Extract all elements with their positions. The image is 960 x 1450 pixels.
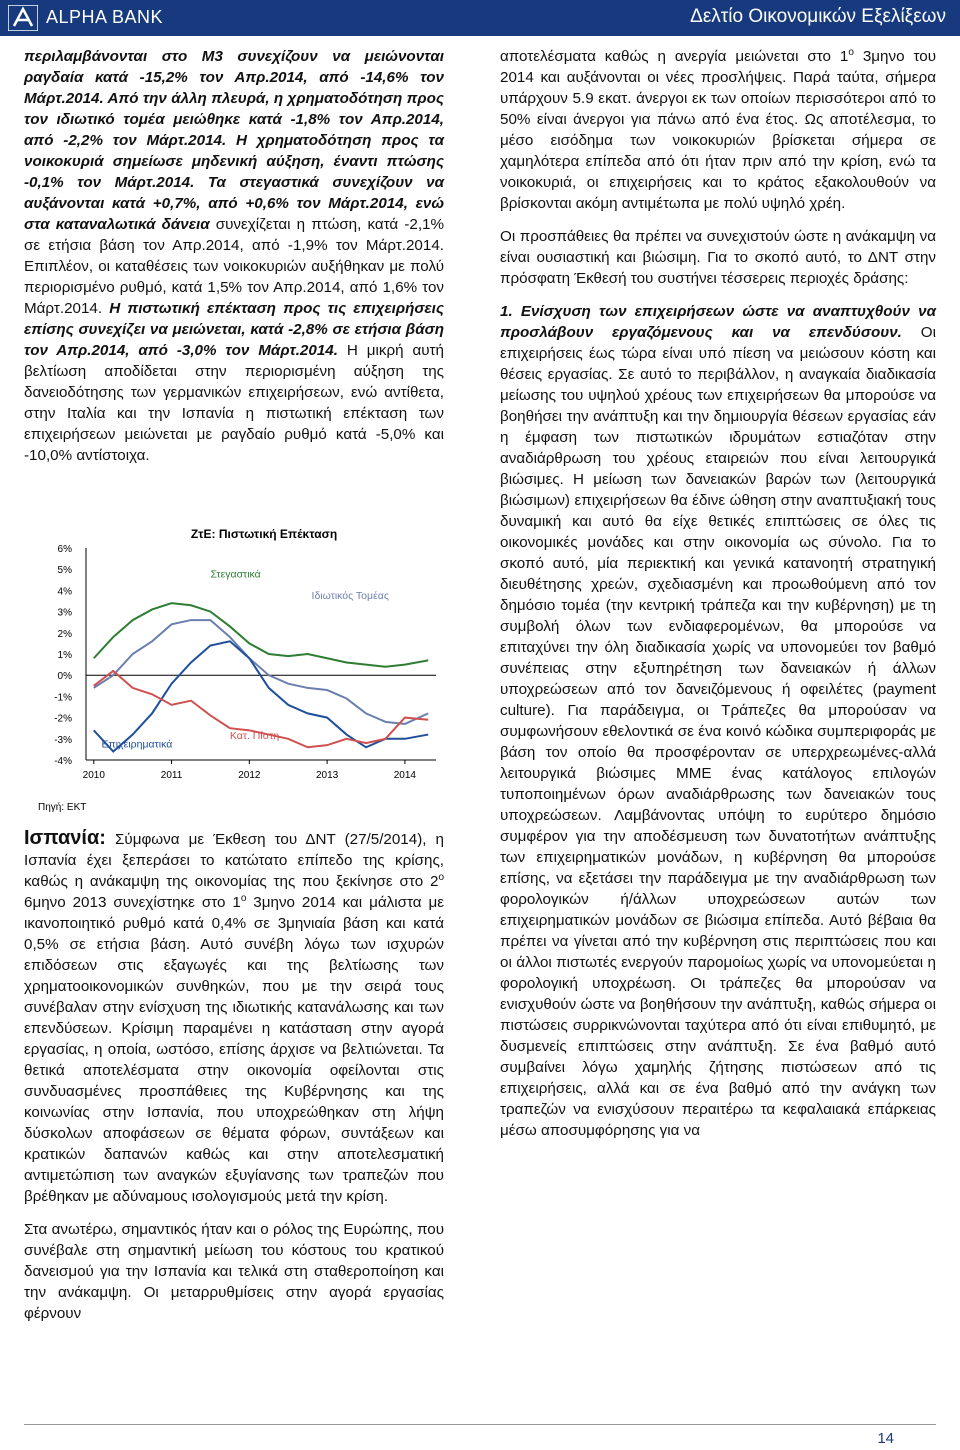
text-segment: 3μηνο 2014 και μάλιστα με ικανοποιητικό ρυθμό κατά 0,4% σε 3μηνιαία βάση και κατά 0,5% σε ετήσια βάση. Αυτό συνέβη λόγω των ισχυρών επιδόσεων στις εξαγωγές και της βελτίωσης των χρηματοοικονομικών συνθηκών, που με την σειρά τους συνέβαλαν στην ενίσχυση της ιδιωτικής κατανάλωσης και των επενδύσεων. Κρίσιμη παραμένει η κατάσταση στην αγορά εργασίας, η οποία, ωστόσο, επίσης άρχισε να βελτιώνεται. Τα θετικά αποτελέσματα στην οικονομία οφείλονται στις συνδυασμένες προσπάθειες της Κυβέρνησης και της κοινωνίας στην Ισπανία, που υποχρεώθηκαν στη λήψη δύσκολων αποφάσεων σε θέματα φόρων, συντάξεων και κρατικών δαπανών καθώς και στην αποτελεσματική αντιμετώπιση των αναγκών εξυγίανσης των τραπεζών που βρέθηκαν με αδύναμους ισολογισμούς μετά την κρίση. <box>24 894 444 1205</box>
series-label: Στεγαστικά <box>210 568 261 581</box>
document-title: Δελτίο Οικονομικών Εξελίξεων <box>690 6 946 27</box>
y-tick-label: 4% <box>57 586 72 598</box>
y-axis <box>54 544 86 767</box>
superscript: ο <box>240 892 247 904</box>
x-tick-label: 2010 <box>82 770 105 781</box>
x-tick-label: 2011 <box>160 770 183 781</box>
x-axis <box>83 675 436 781</box>
right-column <box>500 46 936 1153</box>
series-label: Επιχειρηματικά <box>101 738 173 751</box>
series-line <box>94 603 428 667</box>
y-tick-label: 0% <box>57 671 72 683</box>
y-tick-label: -4% <box>54 756 72 767</box>
text-segment: Η μικρή αυτή βελτίωση αποδίδεται στην περιορισμένη αύξηση της δανειοδότησης των γερμανικών επιχειρήσεων, ενώ αντίθετα, στην Ιταλία και την Ισπανία η πιστωτική επέκταση των επιχειρήσεων μειώνεται με ραγδαίο ρυθμό κατά -5,0% και -10,0% αντίστοιχα. <box>24 342 444 464</box>
chart-source: Πηγή: ΕΚΤ <box>38 802 87 813</box>
text-segment: περιλαμβάνονται στο Μ3 συνεχίζουν να μειώνονται ραγδαία κατά -15,2% τον Απρ.2014, από -14,6% τον Μάρτ.2014. Από την άλλη πλευρά, η χρηματοδότηση προς τον ιδιωτικό τομέα μειώθηκε κατά -1,8% τον Απρ.2014, από -2,2% τον Μάρτ.2014. <box>24 48 444 149</box>
right-paragraph-1 <box>500 46 936 214</box>
spain-section <box>24 828 444 1336</box>
left-column <box>24 46 444 478</box>
y-tick-label: 1% <box>57 650 72 661</box>
credit-expansion-chart <box>24 520 444 820</box>
series-line <box>94 620 428 724</box>
x-tick-label: 2012 <box>238 770 261 781</box>
footer-divider <box>24 1424 936 1425</box>
text-segment: Η πιστωτική επέκταση προς τις επιχειρήσεις επίσης συνεχίζει να μειώνεται, κατά -2,8% σε ετήσια βάση τον Απρ.2014, από -3,0% τον Μάρτ.2014. <box>24 300 444 359</box>
text-segment: Η χρηματοδότηση προς τα νοικοκυριά σημείωσε μηδενική αύξηση, έναντι πτώσης -0,1% τον Μάρτ.2014. Τα στεγαστικά συνεχίζουν να αυξάνονται κατά +0,7%, από +0,6% τον Μάρτ.2014, ενώ στα καταναλωτικά δάνεια <box>24 132 444 233</box>
y-tick-label: -1% <box>54 692 72 704</box>
text-segment: 6μηνο 2013 συνεχίστηκε στο 1 <box>24 894 241 911</box>
x-tick-label: 2013 <box>315 770 339 781</box>
y-tick-label: 2% <box>57 628 72 640</box>
text-segment: Οι επιχειρήσεις έως τώρα είναι υπό πίεση να μειώσουν κόστη και θέσεις εργασίας. Σε αυτό το περιβάλλον, η αναγκαία διαδικασία μείωσης του υψηλού χρέους των επιχειρήσεων θα μπορούσε να βοηθήσει την ανάπτυξη και την δημιουργία θέσεων εργασίας εάν η έμφαση των πιστωτικών ιδρυμάτων εστιαζόταν στην αναδιάρθρωση του χρέους εταιρειών που είναι λειτουργικά βιώσιμες. Η μείωση των δανειακών βαρών των (λειτουργικά βιώσιμων) επιχειρήσεων θα έδινε ώθηση στην αναπτυξιακή τους δυναμική και αυτό θα είχε θετικές επιπτώσεις σε όλες τις οικονομικές μονάδες και στην οικονομία ως σύνολο. Για το σκοπό αυτό, μία περιεκτική και γενικά κατανοητή στρατηγική διευθέτησης χρεών, σχεδιασμένη και προωθούμενη από τον δημόσιο τομέα (την κεντρική τράπεζα και την κυβέρνηση) με τη συμβολή όλων των ενδιαφερομένων, θα μπορούσε να επιταχύνει την όλη διαδικασία χωρίς να υπονομεύει τον βαθμό συνέπειας στην εξυπηρέτηση των δανειακών ή άλλων υποχρεώσεων από τον δανειζόμενους ή οφειλέτες (payment culture). Για παράδειγμα, οι Τράπεζες θα μπορούσαν να συμφωνήσουν εθελοντικά σε ένα κοινό κώδικα συμπεριφοράς με βάση τον οποίο θα προσφέρονταν σε υπερχρεωμένες-αλλά λειτουργικά βιώσιμες ΜΜΕ ένας κατάλογος επιλογών τυποποιημένων όρων αναδιάρθρωσης των δανειακών τους υποχρεώσεων. Λαμβάνοντας υπόψη το ευρύτερο δημόσιο συμφέρον για την αποδέσμευση των δυνατοτήτων ανάπτυξης των επιχειρηματικών μονάδων, η κυβέρνηση θα μπορούσε επίσης, να εξετάσει την παράδειγμα με την αναδιάρθρωση των φορολογικών ή/άλλων υποχρεώσεων αυτών των επιχειρηματικών μονάδων σε βιώσιμα επίπεδα. Αυτό βέβαια θα πρέπει να γίνεται από την κυβέρνηση στις περιπτώσεις που και οι άλλοι πιστωτές ενεργούν παρομοίως χωρίς να υπονομεύεται η φορολογική υποχρέωση. Οι τράπεζες θα μπορούσαν να ενισχυθούν ώστε να βοηθήσουν την ανάπτυξη, καθώς σήμερα οι πιστώσεις συρρικνώνονται ταχύτερα από ότι είναι επιθυμητό, με δυσμενείς επιπτώσεις στην ανάπτυξη. Σε ένα βαθμό αυτό συμβαίνει λόγω χαμηλής ζήτησης πιστώσεων από τις επιχειρήσεις, αλλά και σε ένα βαθμό από την ανάγκη των τραπεζών να ενισχύσουν περαιτέρω τα κεφαλαιακά επάρκειας μέσω αποσυμφόρησης για να <box>500 324 936 1139</box>
superscript: ο <box>848 46 854 58</box>
y-tick-label: -2% <box>54 713 72 725</box>
recommendation-heading: 1. Ενίσχυση των επιχειρήσεων ώστε να αναπτυχθούν να προσλάβουν εργαζόμενους και να επενδύσουν. <box>500 303 936 341</box>
y-tick-label: 5% <box>57 565 72 577</box>
spain-paragraph-1 <box>24 828 444 1207</box>
series-label: Ιδιωτικός Τομέας <box>311 589 389 602</box>
spain-heading: Ισπανία: <box>24 827 106 849</box>
y-tick-label: -3% <box>54 734 72 746</box>
left-paragraph <box>24 46 444 466</box>
right-paragraph-3 <box>500 301 936 1141</box>
text-segment: Σύμφωνα με Έκθεση του ΔΝΤ (27/5/2014), η Ισπανία έχει ξεπεράσει το κατώτατο επίπεδο της κρίσης, καθώς η ανάκαμψη της οικονομίας της που ξεκίνησε στο 2 <box>24 831 444 890</box>
text-segment: 3μηνο του 2014 και αυξάνονται οι νέες προσλήψεις. Παρά ταύτα, σήμερα υπάρχουν 5.9 εκατ. άνεργοι εκ των οποίων περισσότεροι από το 50% είναι άνεργοι για πάνω από ένα έτος. Ως αποτέλεσμα, το μέσο εισόδημα των νοικοκυριών βρίσκεται σήμερα σε χαμηλότερα επίπεδα από ότι ήταν πριν από την κρίση, ενώ τα νοικοκυριά, οι επιχειρήσεις και το κράτος εξακολουθούν να βρίσκονται ακόμη αντιμέτωπα με πολύ υψηλό χρέη. <box>500 48 936 212</box>
brand-name: ALPHA BANK <box>46 7 164 27</box>
right-paragraph-2: Οι προσπάθειες θα πρέπει να συνεχιστούν ώστε η ανάκαμψη να είναι ουσιαστική και βιώσιμη. Για το σκοπό αυτό, το ΔΝΤ στην πρόσφατη Έκθεσή του συστήνει τέσσερεις περιοχές δράσης: <box>500 228 936 287</box>
superscript: ο <box>438 871 444 883</box>
series-label: Κατ. Πίστη <box>229 729 280 742</box>
y-tick-label: 6% <box>57 544 72 555</box>
alpha-bank-logo-icon <box>8 5 38 31</box>
text-segment: συνεχίζεται η πτώση, κατά -2,1% σε ετήσια βάση τον Απρ.2014, από -1,9% τον Μάρτ.2014. Επιπλέον, οι καταθέσεις των νοικοκυριών αυξήθηκαν με πολύ περιορισμένο ρυθμό, κατά 1,5% τον Απρ.2014, από 1,6% τον Μάρτ.2014. <box>24 216 444 317</box>
page-header <box>0 0 960 36</box>
chart-title: ΖτΕ: Πιστωτική Επέκταση <box>190 527 338 541</box>
text-segment: αποτελέσματα καθώς η ανεργία μειώνεται στο 1 <box>500 48 849 65</box>
chart-svg <box>24 520 444 820</box>
spain-paragraph-2: Στα ανωτέρω, σημαντικός ήταν και ο ρόλος της Ευρώπης, που συνέβαλε στη σημαντική μείωση του κόστους του κρατικού δανεισμού για την Ισπανία και τελικά στη σταθεροποίηση και την ανάκαμψη. Οι μεταρρυθμίσεις στην αγορά εργασίας φέρνουν <box>24 1221 444 1322</box>
x-tick-label: 2014 <box>393 770 417 781</box>
y-tick-label: 3% <box>57 607 72 619</box>
series-labels <box>102 569 389 751</box>
page-number: 14 <box>877 1430 894 1447</box>
